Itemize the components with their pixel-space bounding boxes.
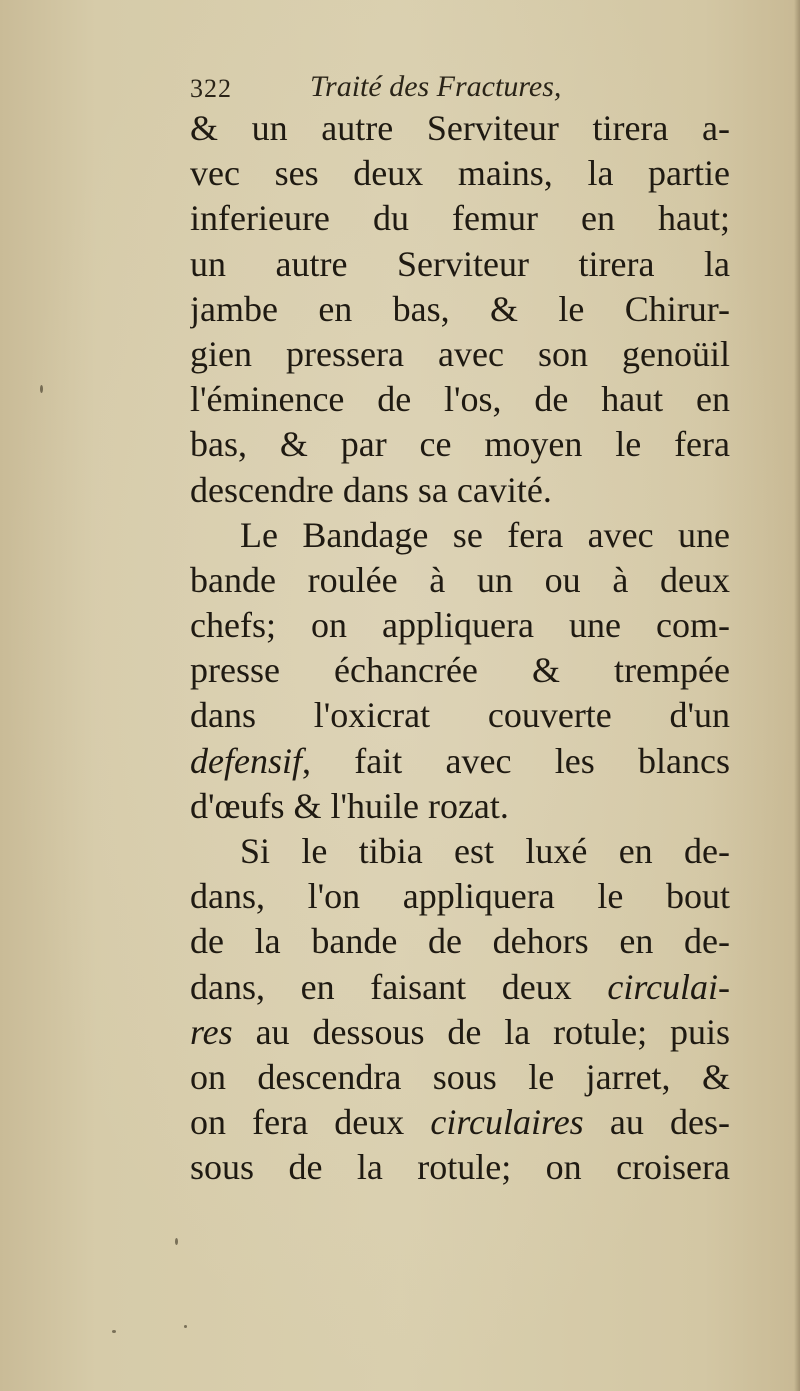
text-line: dans, en faisant deux circulai- <box>190 966 730 1007</box>
ink-speck <box>175 1238 178 1245</box>
running-title: Traité des Fractures, <box>310 70 562 103</box>
italic-term: res <box>190 1011 233 1052</box>
text-line: un autre Serviteur tirera la <box>190 243 730 284</box>
text-line: defensif, fait avec les blancs <box>190 740 730 781</box>
text-line: presse échancrée & trempée <box>190 650 730 691</box>
text-line: sous de la rotule; on croisera <box>190 1147 730 1188</box>
ink-speck <box>184 1325 187 1328</box>
text-line: bas, & par ce moyen le fera <box>190 424 730 465</box>
body-text <box>190 106 730 1191</box>
text-line: res au dessous de la rotule; puis <box>190 1011 730 1052</box>
text-line: dans l'oxicrat couverte d'un <box>190 695 730 736</box>
text-line-paragraph-start: Si le tibia est luxé en de- <box>240 831 730 871</box>
text-line: inferieure du femur en haut; <box>190 198 730 239</box>
text-line: jambe en bas, & le Chirur- <box>190 288 730 329</box>
text-line: de la bande de dehors en de- <box>190 921 730 962</box>
text-line: on descendra sous le jarret, & <box>190 1056 730 1097</box>
text-line: bande roulée à un ou à deux <box>190 559 730 600</box>
page-edge-shadow <box>794 0 800 1391</box>
italic-term: circulaires <box>430 1102 584 1143</box>
page-number: 322 <box>190 74 232 103</box>
text-line: l'éminence de l'os, de haut en <box>190 379 730 420</box>
ink-speck <box>40 385 43 393</box>
ink-speck <box>112 1330 116 1333</box>
text-line: dans, l'on appliquera le bout <box>190 876 730 917</box>
text-line-paragraph-end: d'œufs & l'huile rozat. <box>190 785 509 826</box>
text-line: chefs; on appliquera une com- <box>190 605 730 646</box>
italic-term: defensif <box>190 740 302 781</box>
italic-term: circulai- <box>607 966 730 1007</box>
text-line: gien pressera avec son genoüil <box>190 333 730 374</box>
text-line: & un autre Serviteur tirera a- <box>190 108 730 148</box>
text-line: on fera deux circulaires au des- <box>190 1102 730 1143</box>
text-line-paragraph-end: descendre dans sa cavité. <box>190 469 552 510</box>
text-line-paragraph-start: Le Bandage se fera avec une <box>240 514 730 555</box>
text-line: vec ses deux mains, la partie <box>190 153 730 194</box>
